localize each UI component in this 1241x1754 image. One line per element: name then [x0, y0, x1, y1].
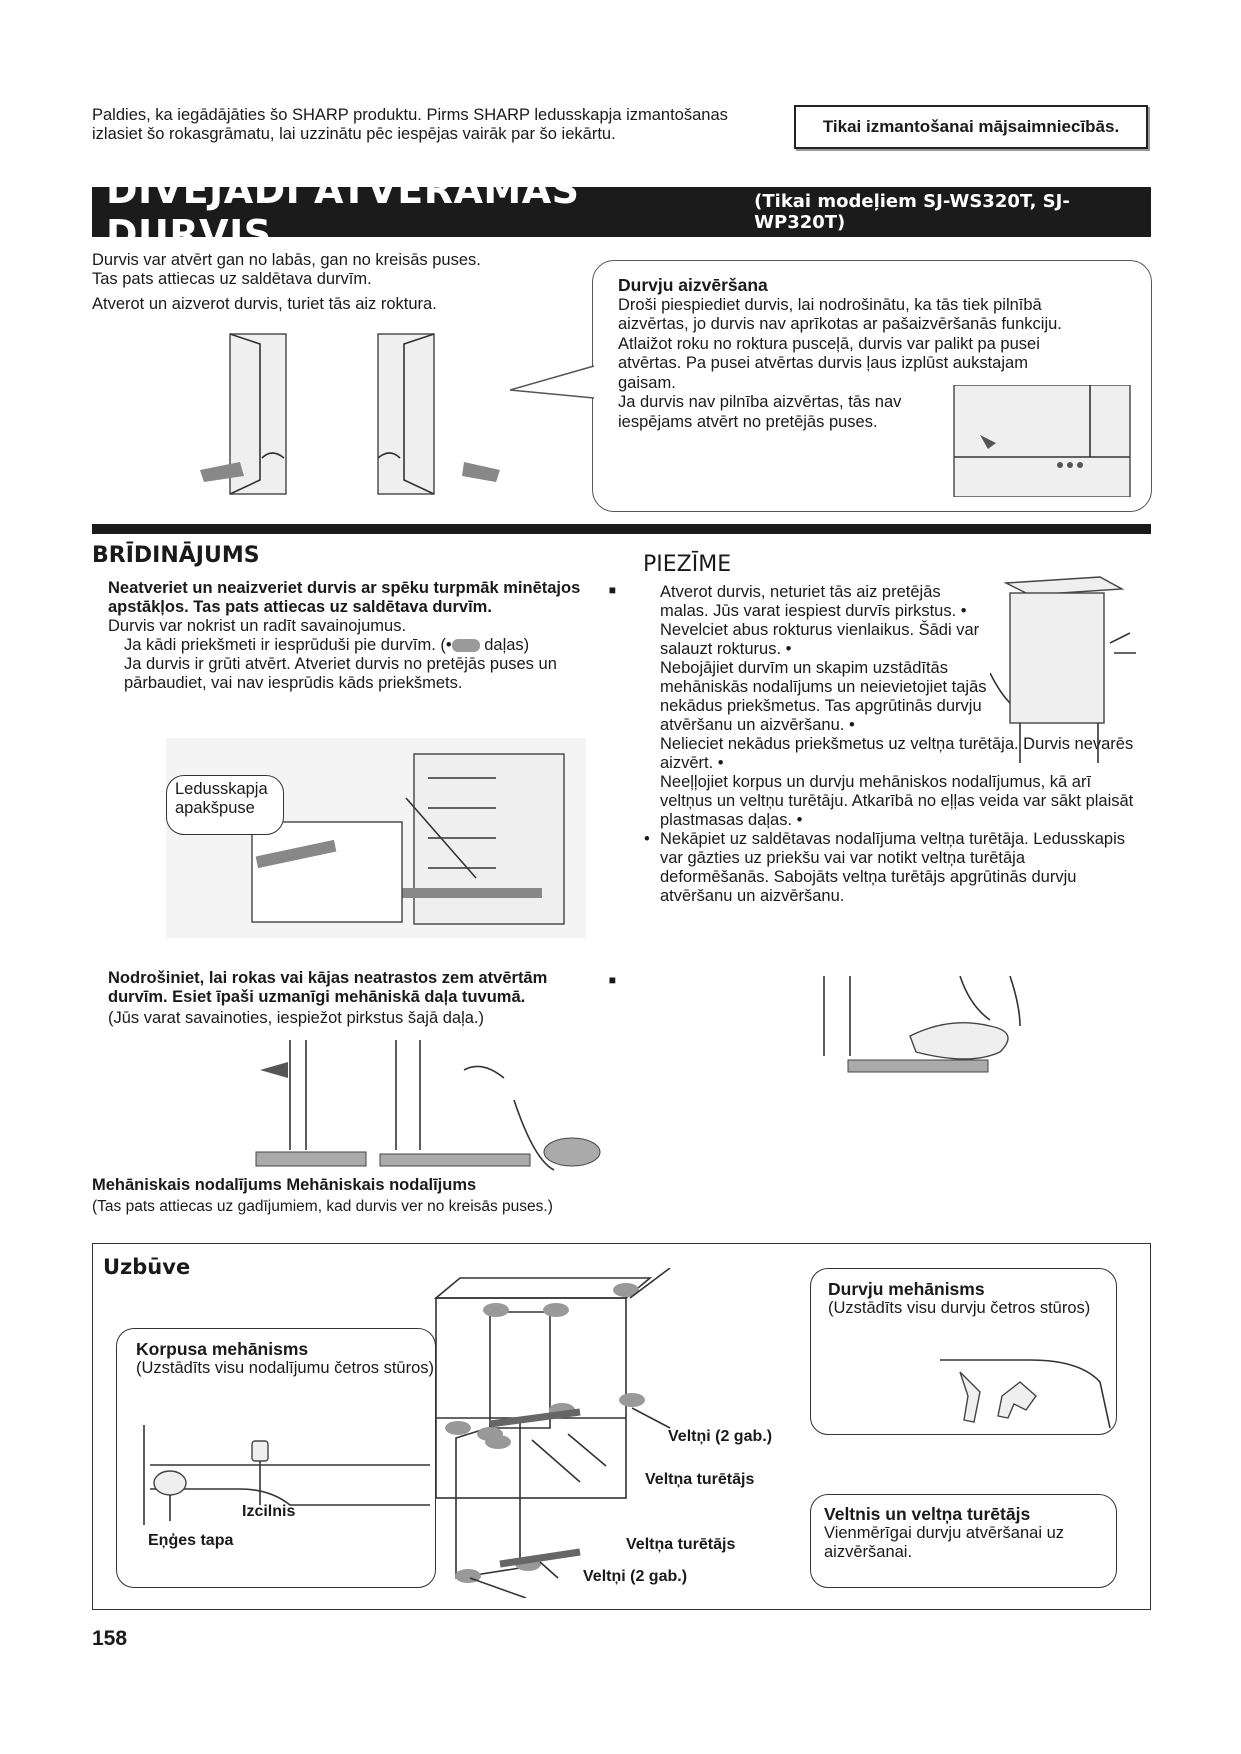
- section1-p2: Tas pats attiecas uz saldētava durvīm.: [92, 270, 372, 288]
- note-item: [660, 659, 990, 735]
- note-item: [644, 830, 1136, 906]
- bullet: •: [796, 811, 803, 829]
- warning-2: [108, 969, 616, 1028]
- warning-1-item-a: Ja kādi priekšmeti ir iesprūduši pie durvīm. (: [124, 636, 446, 654]
- note-text: Nebojājiet durvīm un skapim uzstādītās mehāniskās nodalījums un neievietojiet tajās nekādus priekšmetus. Tas apgrūtinās durvju atvēršanu un aizvēršanu.: [660, 659, 987, 734]
- door-mechanism-desc: (Uzstādīts visu durvju četros stūros): [828, 1299, 1091, 1317]
- banner-title: DIVĒJĀDI ATVERAMAS DURVIS: [106, 168, 580, 256]
- section-rule: [92, 524, 1151, 534]
- bullet: •: [960, 602, 967, 620]
- closing-line: atvērtas. Pa pusei atvērtas durvis ļaus izplūst aukstajam: [618, 354, 1028, 372]
- page-number: 158: [92, 1627, 128, 1650]
- warning-2-text: (Jūs varat savainoties, iespiežot pirkstus šajā daļa.): [108, 1009, 485, 1027]
- closing-title: Durvju aizvēršana: [618, 275, 768, 295]
- closing-line: Ja durvis nav pilnība aizvērtas, tās nav: [618, 393, 902, 411]
- roller-holder-desc: Vienmērīgai durvju atvēršanai uz aizvēršanai.: [824, 1524, 1064, 1561]
- section-banner: [92, 168, 1151, 256]
- warning-1-item-b: daļas): [479, 636, 530, 654]
- note-text: Atverot durvis, neturiet tās aiz pretējās malas. Jūs varat iespiest durvīs pirkstus.: [660, 583, 957, 620]
- hinge-pin-label: Eņģes tapa: [148, 1532, 234, 1549]
- warning-1-text: Durvis var nokrist un radīt savainojumus.: [108, 617, 407, 635]
- body-mechanism-desc: (Uzstādīts visu nodalījumu četros stūros): [136, 1359, 435, 1377]
- door-mechanism-illustration: [940, 1352, 1112, 1428]
- warning-1-item-c: Ja durvis ir grūti atvērt. Atveriet durvis no pretējās puses un pārbaudiet, vai nav iesprūdis kāds priekšmets.: [124, 655, 557, 692]
- warning-2-bold: Nodrošiniet, lai rokas vai kājas neatrastos zem atvērtām durvīm. Esiet īpaši uzmanīgi mehāniskā daļa tuvumā.: [108, 969, 548, 1006]
- square-bullet: ■: [608, 973, 616, 987]
- fridge-bottom-label-box: [166, 775, 284, 835]
- door-mechanism-title: Durvju mehānisms: [828, 1279, 985, 1299]
- closing-line: gaisam.: [618, 373, 676, 392]
- body-mechanism-text: [136, 1340, 436, 1378]
- note-item: [660, 583, 990, 621]
- bullet: •: [445, 636, 452, 654]
- closing-line: Atlaižot roku no roktura pusceļā, durvis var palikt pa pusei: [618, 334, 1040, 353]
- intro-text: Paldies, ka iegādājāties šo SHARP produktu. Pirms SHARP ledusskapja izmantošanas izlasiet šo rokasgrāmatu, lai uzzinātu pēc iespējas vairāk par šo iekārtu.: [92, 106, 728, 143]
- fridge-bottom-label: Ledusskapja apakšpuse: [175, 780, 268, 817]
- highlight-swatch: [452, 639, 480, 652]
- roller-holder-text: [824, 1505, 1106, 1562]
- rollers-bottom-label: Veltņi (2 gab.): [583, 1568, 688, 1585]
- note-text: Nelieciet nekādus priekšmetus uz veltņa turētāja. Durvis nevarēs aizvērt.: [660, 735, 1134, 772]
- roller-step-illustration: [820, 976, 1075, 1086]
- section1-p3: Atverot un aizverot durvis, turiet tās aiz roktura.: [92, 295, 437, 313]
- callout-pointer: [510, 360, 596, 404]
- boss-label: Izcilnis: [242, 1503, 296, 1520]
- closing-line: iespējams atvērt no pretējās puses.: [618, 412, 878, 431]
- door-closing-illustration: [940, 385, 1140, 497]
- mechanical-part-illustration: [254, 1040, 614, 1188]
- warning-1-bold: Neatveriet un neaizveriet durvis ar spēku turpmāk minētajos apstākļos. Tas pats attiecas uz saldētava durvīm.: [108, 579, 581, 616]
- household-use-badge: Tikai izmantošanai mājsaimniecībās.: [794, 105, 1148, 149]
- warning-1: [108, 579, 616, 693]
- closing-line: aizvērtas, jo durvis nav aprīkotas ar pašaizvēršanās funkciju.: [618, 315, 1062, 333]
- structure-heading: Uzbūve: [103, 1255, 191, 1279]
- section1-p1: Durvis var atvērt gan no labās, gan no kreisās puses.: [92, 251, 481, 269]
- fridge-door-illustration: [990, 573, 1140, 763]
- note-item: [660, 621, 990, 659]
- roller-holder-title: Veltnis un veltņa turētājs: [824, 1504, 1031, 1524]
- section1-text: [92, 251, 562, 314]
- closing-line: Droši piespiediet durvis, lai nodrošinātu, ka tās tiek pilnībā: [618, 295, 1042, 314]
- note-text: Neeļļojiet korpus un durvju mehāniskos nodalījumus, kā arī veltņus un veltņu turētāju. Atkarībā no eļļas veida var sākt plaisāt plastmasas daļas.: [660, 773, 1134, 829]
- bullet: •: [717, 754, 724, 772]
- mechanical-label: Mehāniskais nodalījums Mehāniskais nodalījums: [92, 1176, 477, 1194]
- door-mechanism-text: [828, 1280, 1108, 1318]
- bullet: •: [848, 716, 855, 734]
- door-opening-illustration: [200, 330, 500, 502]
- holder-bottom-label: Veltņa turētājs: [626, 1536, 736, 1553]
- bullet: •: [644, 830, 650, 848]
- note-item: [660, 773, 1136, 830]
- bullet: •: [785, 640, 792, 658]
- same-note: (Tas pats attiecas uz gadījumiem, kad durvis ver no kreisās puses.): [92, 1198, 553, 1215]
- note-text: Nekāpiet uz saldētavas nodalījuma veltņa turētāja. Ledusskapis var gāzties uz priekšu vai var notikt veltņa turētāja deformēšanās. Sabojāts veltņa turētājs apgrūtinās durvju atvēršanu un aizvēršanu.: [660, 830, 1126, 905]
- warning-heading: BRĪDINĀJUMS: [92, 543, 260, 568]
- banner-subtitle: (Tikai modeļiem SJ-WS320T, SJ-WP320T): [754, 191, 1070, 233]
- square-bullet: ■: [608, 583, 616, 597]
- rollers-top-label: Veltņi (2 gab.): [668, 1428, 773, 1445]
- note-text: Nevelciet abus rokturus vienlaikus. Šādi var salauzt rokturus.: [660, 621, 980, 658]
- holder-top-label: Veltņa turētājs: [645, 1471, 755, 1488]
- body-mechanism-title: Korpusa mehānisms: [136, 1339, 309, 1359]
- note-heading: PIEZĪME: [643, 552, 732, 577]
- fridge-bottom-illustration: [166, 738, 586, 938]
